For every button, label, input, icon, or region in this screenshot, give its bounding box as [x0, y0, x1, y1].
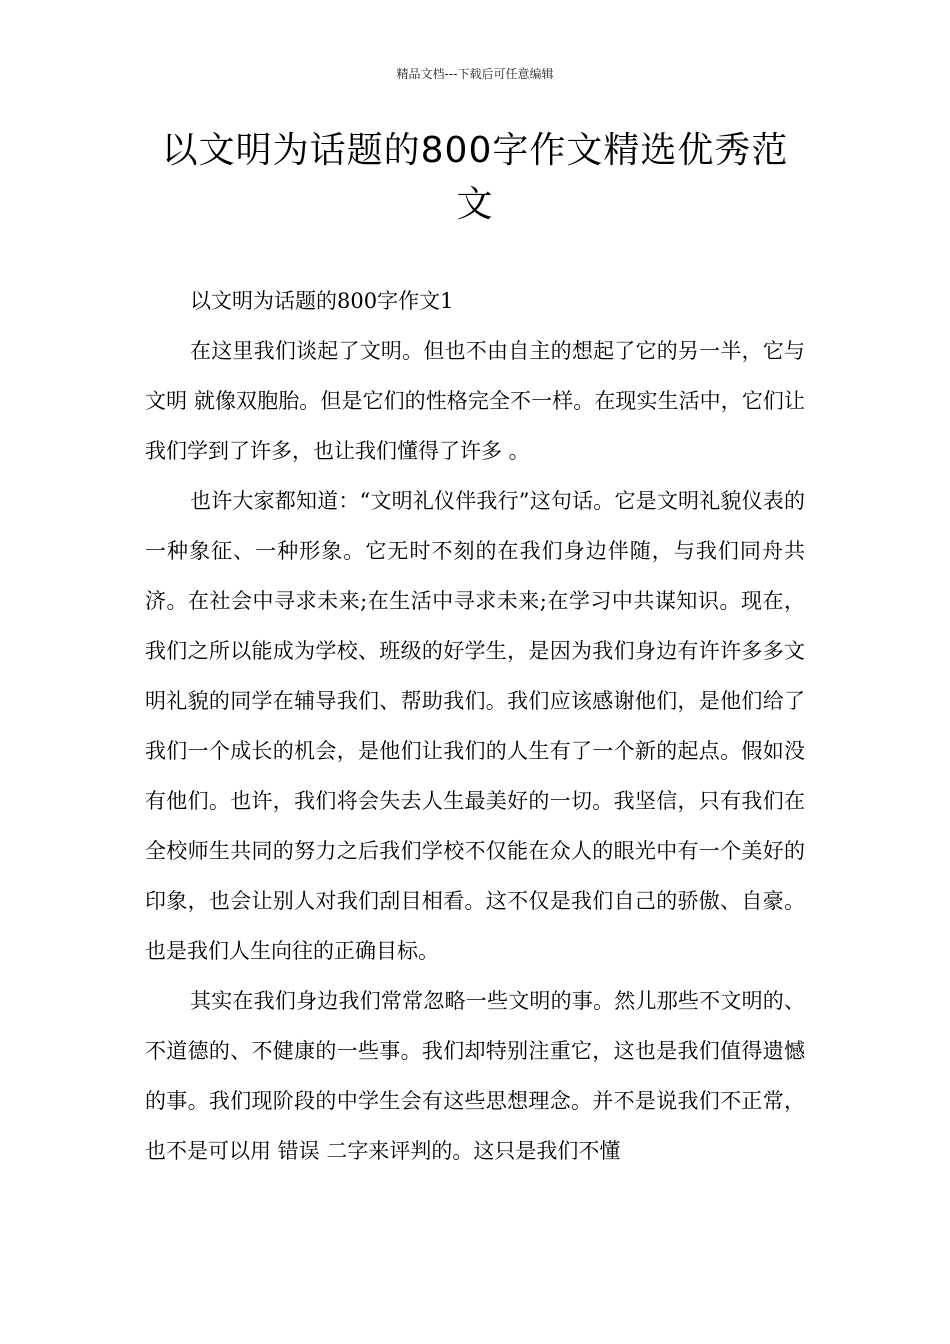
paragraph-3: 其实在我们身边我们常常忽略一些文明的事。然儿那些不文明的、不道德的、不健康的一些事。我们却特别注重它，这也是我们值得遗憾的事。我们现阶段的中学生会有这些思想理念。并不是说我们不正常，也不是可以用 错误 二字来评判的。这只是我们不懂 [145, 989, 805, 1163]
paragraph-1: 在这里我们谈起了文明。但也不由自主的想起了它的另一半，它与 文明 就像双胞胎。但是它们的性格完全不一样。在现实生活中，它们让我们学到了许多，也让我们懂得了许多 。 [145, 339, 805, 463]
document-title: 以文明为话题的800字作文精选优秀范文 [161, 130, 789, 225]
document-body [145, 276, 805, 1176]
page-header-note: 精品文档---下载后可任意编辑 [396, 67, 554, 81]
paragraph-2: 也许大家都知道：“文明礼仪伴我行”这句话。它是文明礼貌仪表的一种象征、一种形象。它无时不刻的在我们身边伴随，与我们同舟共济。在社会中寻求未来;在生活中寻求未来;在学习中共谋知识。现在，我们之所以能成为学校、班级的好学生，是因为我们身边有许许多多文明礼貌的同学在辅导我们、帮助我们。我们应该感谢他们，是他们给了我们一个成长的机会，是他们让我们的人生有了一个新的起点。假如没有他们。也许，我们将会失去人生最美好的一切。我坚信，只有我们在全校师生共同的努力之后我们学校不仅能在众人的眼光中有一个美好的印象，也会让别人对我们刮目相看。这不仅是我们自己的骄傲、自豪。也是我们人生向往的正确目标。 [145, 489, 805, 963]
essay-subheading: 以文明为话题的800字作文1 [190, 289, 454, 313]
